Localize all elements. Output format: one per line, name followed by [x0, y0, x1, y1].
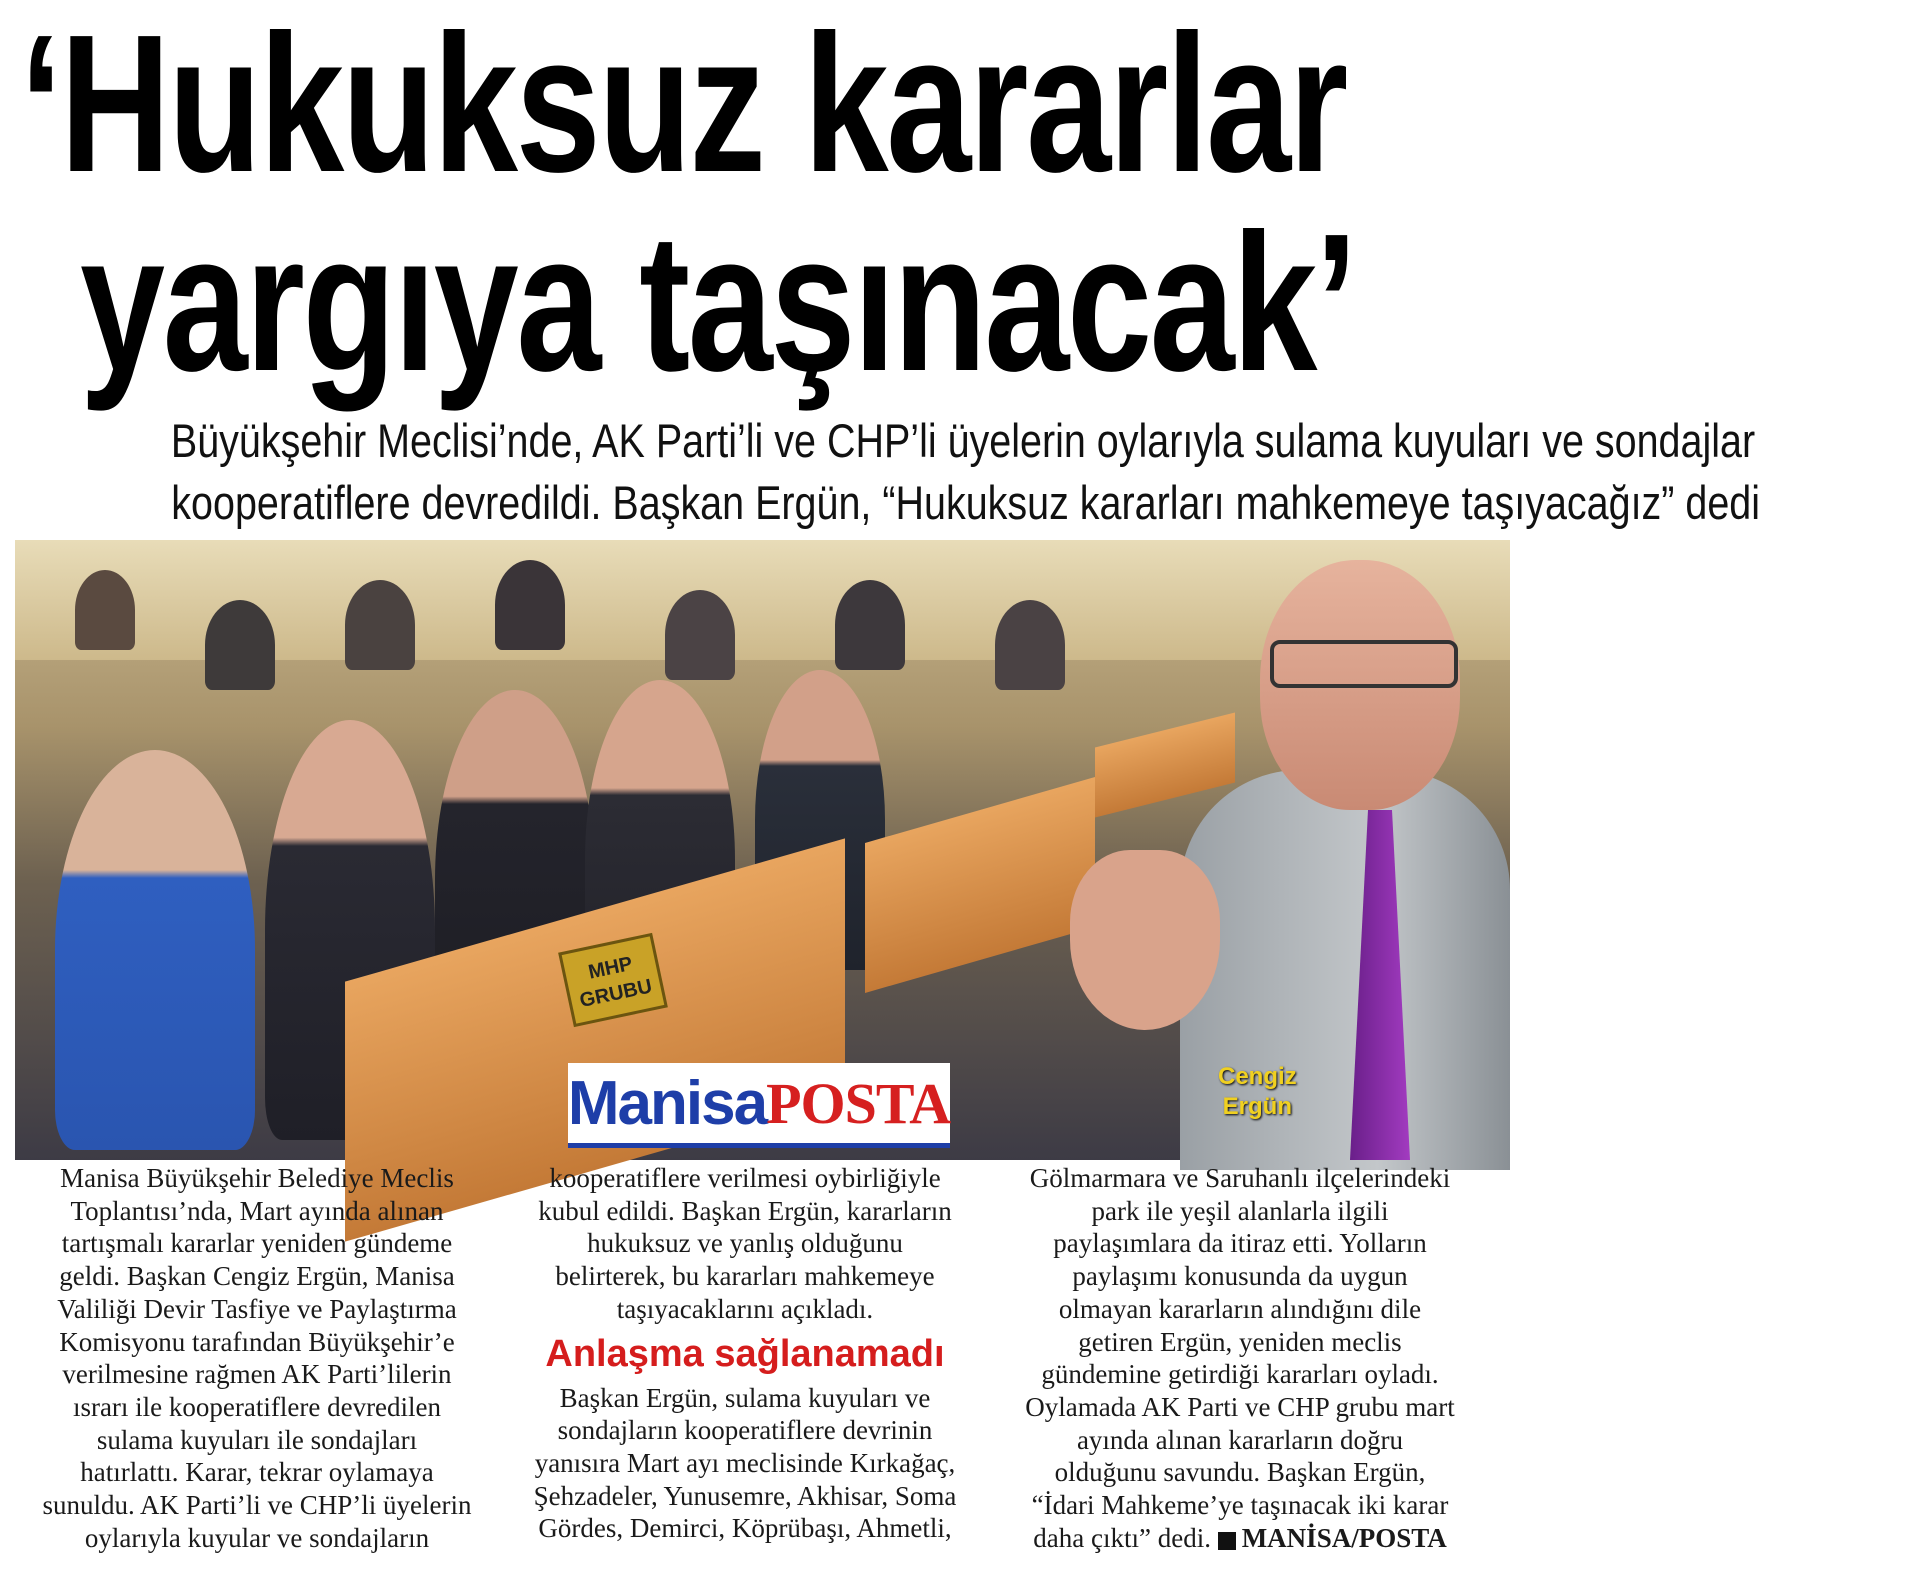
article-column-2: [510, 1162, 980, 1545]
article-line: hukuksuz ve yanlış olduğunu: [587, 1228, 903, 1259]
article-line: oylarıyla kuyular ve sondajların: [84, 1522, 430, 1553]
article-line: “İdari Mahkeme’ye taşınacak iki karar: [1031, 1490, 1449, 1521]
photo-person: [835, 580, 905, 670]
photo-caption: [1218, 1062, 1297, 1122]
article-line: kubul edildi. Başkan Ergün, kararların: [538, 1195, 952, 1226]
article-line: olduğunu savundu. Başkan Ergün,: [1054, 1457, 1426, 1488]
caption-line-1: Cengiz: [1218, 1063, 1297, 1090]
logo-manisa: Manisa: [567, 1068, 767, 1138]
article-line: paylaşımı konusunda da uygun: [1072, 1261, 1408, 1292]
speaker-hand: [1070, 850, 1220, 1030]
photo-person-front: [55, 750, 255, 1150]
article-last-line: [1005, 1522, 1475, 1555]
caption-line-2: Ergün: [1222, 1093, 1292, 1120]
photo-person: [665, 590, 735, 680]
subheadline: [20, 410, 1761, 534]
subheadline-line-1: Büyükşehir Meclisi’nde, AK Parti’li ve CHP’li üyelerin oylarıyla sulama kuyuları ve sondajlar: [170, 414, 1756, 467]
article-line: geldi. Başkan Cengiz Ergün, Manisa: [59, 1261, 455, 1292]
article-line: Oylamada AK Parti ve CHP grubu mart: [1025, 1391, 1455, 1422]
headline-line-2: yargıya taşınacak’: [80, 193, 1356, 412]
headline-line-1: ‘Hukuksuz kararlar: [20, 0, 1346, 213]
article-line: sulama kuyuları ile sondajları: [96, 1424, 418, 1455]
article-line: Başkan Ergün, sulama kuyuları ve: [559, 1382, 931, 1413]
article-line: getiren Ergün, yeniden meclis: [1078, 1326, 1402, 1357]
article-line: belirterek, bu kararları mahkemeye: [555, 1261, 935, 1292]
article-line: ayında alınan kararların doğru: [1076, 1424, 1404, 1455]
article-line: Gördes, Demirci, Köprübaşı, Ahmetli,: [538, 1513, 952, 1544]
logo-posta: POSTA: [766, 1070, 951, 1136]
sign-line-1: MHP: [586, 952, 635, 984]
manisa-posta-logo: [568, 1063, 950, 1148]
article-line: sunuldu. AK Parti’li ve CHP’li üyelerin: [42, 1490, 472, 1521]
article-line: Şehzadeler, Yunusemre, Akhisar, Soma: [533, 1480, 957, 1511]
photo-person: [345, 580, 415, 670]
speaker-glasses: [1270, 640, 1458, 688]
article-line: olmayan kararların alındığını dile: [1058, 1293, 1422, 1324]
article-line: paylaşımlara da itiraz etti. Yolların: [1053, 1228, 1427, 1259]
article-line: Gölmarmara ve Saruhanlı ilçelerindeki: [1029, 1163, 1451, 1193]
photo-person: [995, 600, 1065, 690]
article-line: yanısıra Mart ayı meclisinde Kırkağaç,: [534, 1447, 956, 1478]
article-column-3: [1005, 1162, 1475, 1554]
article-line: Valiliği Devir Tasfiye ve Paylaştırma: [57, 1293, 457, 1324]
byline-signature: MANİSA/POSTA: [1241, 1522, 1447, 1553]
article-line: daha çıktı” dedi.: [1033, 1522, 1211, 1553]
article-line: Komisyonu tarafından Büyükşehir’e: [59, 1326, 455, 1357]
photo-person: [205, 600, 275, 690]
photo-desk: [865, 777, 1095, 993]
subheadline-line-2: kooperatiflere devredildi. Başkan Ergün, “Hukuksuz kararları mahkemeye taşıyacağız” dedi: [171, 476, 1761, 529]
article-line: gündemine getirdiği kararları oyladı.: [1041, 1359, 1439, 1390]
photo-speaker: [1150, 550, 1510, 1160]
article-line: tartışmalı kararlar yeniden gündeme: [61, 1228, 453, 1259]
article-line: sondajların kooperatiflere devrinin: [557, 1415, 933, 1446]
article-column-1: [22, 1162, 492, 1554]
article-line: Manisa Büyükşehir Belediye Meclis: [60, 1163, 454, 1193]
photo-person: [495, 560, 565, 650]
article-line: park ile yeşil alanlarla ilgili: [1091, 1195, 1389, 1226]
sign-line-2: GRUBU: [577, 975, 655, 1013]
photo-person: [75, 570, 135, 650]
end-square-icon: [1218, 1532, 1236, 1550]
article-line: Toplantısı’nda, Mart ayında alınan: [70, 1195, 444, 1226]
article-line: verilmesine rağmen AK Parti’lilerin: [62, 1359, 452, 1390]
article-line: ısrarı ile kooperatiflere devredilen: [72, 1391, 442, 1422]
article-line: hatırlattı. Karar, tekrar oylamaya: [80, 1457, 434, 1488]
section-subheading: Anlaşma sağlanamadı: [545, 1332, 945, 1375]
article-line: kooperatiflere verilmesi oybirliğiyle: [549, 1163, 941, 1193]
article-line: taşıyacaklarını açıkladı.: [616, 1293, 874, 1324]
